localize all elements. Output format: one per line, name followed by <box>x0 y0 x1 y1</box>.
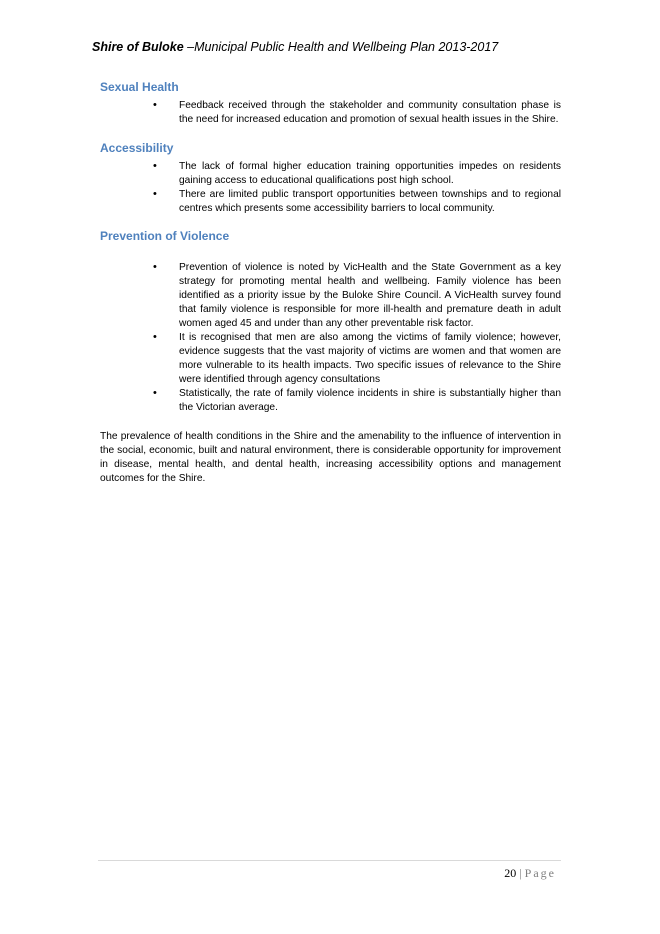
bullet-icon: • <box>153 187 157 200</box>
bullet-icon: • <box>153 386 157 399</box>
section-prevention-of-violence <box>100 229 561 414</box>
summary-paragraph: The prevalence of health conditions in the Shire and the amenability to the influence of intervention in the social, economic, built and natural environment, there is considerable opportunity for improvement in disease, mental health, and dental health, increasing accessibility options and management outcomes for the Shire. <box>100 431 561 485</box>
page-header <box>92 40 498 54</box>
bullet-text: Prevention of violence is noted by VicHealth and the State Government as a key strategy for promoting mental health and wellbeing. Family violence has been identified as a priority issue by the Buloke Shire Council. A VicHealth survey found that family violence is responsible for more ill-health and premature death in adult women aged 45 and under than any other preventable risk factor. <box>179 262 561 330</box>
bullet-text: Feedback received through the stakeholder and community consultation phase is the need for increased education and promotion of sexual health issues in the Shire. <box>179 100 561 125</box>
list-item <box>153 386 561 415</box>
list-item <box>153 159 561 188</box>
bullet-icon: • <box>153 159 157 172</box>
bullet-icon: • <box>153 261 157 274</box>
footer-divider <box>98 860 561 861</box>
list-item <box>153 99 561 127</box>
bullet-text: Statistically, the rate of family violence incidents in shire is substantially higher than the Victorian average. <box>179 387 561 413</box>
page-number: 20 <box>504 866 517 880</box>
document-body <box>100 80 561 486</box>
bullet-list <box>100 160 561 216</box>
bullet-icon: • <box>153 99 157 111</box>
list-item <box>153 187 561 216</box>
section-sexual-health <box>100 80 561 127</box>
bullet-text: The lack of formal higher education training opportunities impedes on residents gaining access to educational qualifications post high school. <box>179 160 561 186</box>
bullet-text: It is recognised that men are also among the victims of family violence; however, evidence suggests that the vast majority of victims are women and that women are more vulnerable to its health impacts. Two specific issues of relevance to the Shire were identified through agency consultations <box>179 331 561 385</box>
list-item <box>153 330 561 387</box>
bullet-icon: • <box>153 330 157 343</box>
page-number-footer <box>504 866 556 881</box>
section-heading: Sexual Health <box>100 80 179 94</box>
page-separator: | <box>519 866 522 880</box>
page-label: Page <box>524 866 556 880</box>
bullet-list <box>100 99 561 127</box>
bullet-list <box>100 261 561 414</box>
header-title-rest: –Municipal Public Health and Wellbeing Plan 2013-2017 <box>183 40 499 54</box>
header-title-bold: Shire of Buloke <box>92 40 184 54</box>
section-heading: Accessibility <box>100 140 174 155</box>
section-heading: Prevention of Violence <box>100 229 230 244</box>
list-item <box>153 261 561 331</box>
bullet-text: There are limited public transport opportunities between townships and to regional centres which presents some accessibility barriers to local community. <box>179 188 561 214</box>
section-accessibility <box>100 141 561 216</box>
